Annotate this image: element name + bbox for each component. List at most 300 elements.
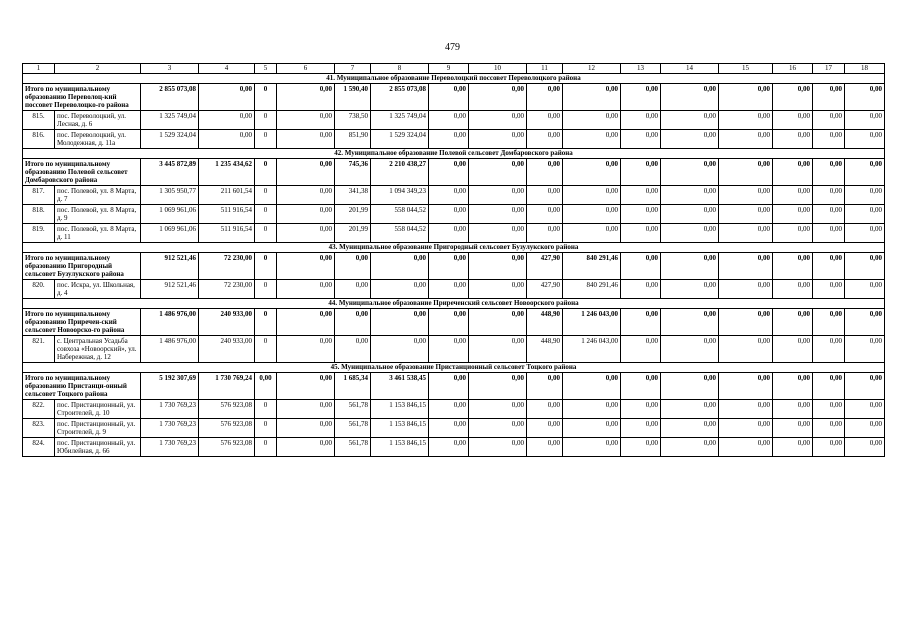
- table-row: [23, 280, 885, 299]
- section-title-row: [23, 363, 885, 373]
- row-value: 738,50: [335, 111, 371, 130]
- row-value: 576 923,08: [199, 438, 255, 457]
- row-value: 1 730 769,23: [141, 400, 199, 419]
- total-value: 0: [255, 84, 277, 111]
- row-value: 0,00: [773, 438, 813, 457]
- row-value: 851,90: [335, 130, 371, 149]
- total-value: 0,00: [719, 373, 773, 400]
- row-value: 0,00: [845, 438, 885, 457]
- row-value: 0,00: [277, 438, 335, 457]
- section-title: 45. Муниципальное образование Пристанционный сельсовет Тоцкого района: [23, 363, 885, 373]
- row-value: 0,00: [719, 205, 773, 224]
- row-value: 0,00: [621, 224, 661, 243]
- row-value: 0,00: [621, 280, 661, 299]
- total-row: [23, 159, 885, 186]
- row-value: 0: [255, 280, 277, 299]
- row-value: 0,00: [621, 400, 661, 419]
- row-number: 824.: [23, 438, 55, 457]
- row-number: 823.: [23, 419, 55, 438]
- row-value: 0,00: [719, 186, 773, 205]
- total-value: 0,00: [621, 253, 661, 280]
- row-value: 0,00: [719, 280, 773, 299]
- row-value: 0,00: [527, 130, 563, 149]
- row-value: 0,00: [429, 438, 469, 457]
- row-value: 0,00: [527, 205, 563, 224]
- section-title-row: [23, 243, 885, 253]
- total-value: 0,00: [563, 84, 621, 111]
- total-value: 0,00: [773, 84, 813, 111]
- row-value: 0,00: [845, 400, 885, 419]
- row-value: 0: [255, 400, 277, 419]
- row-value: 0,00: [621, 130, 661, 149]
- row-value: 0,00: [335, 336, 371, 363]
- section-title-row: [23, 299, 885, 309]
- row-address: пос. Полевой, ул. 8 Марта, д. 9: [55, 205, 141, 224]
- row-value: 558 044,52: [371, 205, 429, 224]
- total-value: 0,00: [813, 373, 845, 400]
- table-row: [23, 419, 885, 438]
- row-value: 912 521,46: [141, 280, 199, 299]
- total-value: 0,00: [661, 373, 719, 400]
- row-value: 0: [255, 419, 277, 438]
- total-value: 0,00: [277, 159, 335, 186]
- row-value: 0,00: [563, 400, 621, 419]
- row-value: 0,00: [621, 205, 661, 224]
- total-value: 0,00: [621, 373, 661, 400]
- row-value: 0,00: [719, 336, 773, 363]
- total-value: 1 730 769,24: [199, 373, 255, 400]
- row-address: с. Центральная Усадьба совхоза «Новоорский», ул. Набережная, д. 12: [55, 336, 141, 363]
- row-value: 0,00: [277, 224, 335, 243]
- row-value: 201,99: [335, 224, 371, 243]
- row-value: 0,00: [469, 400, 527, 419]
- row-value: 1 325 749,04: [141, 111, 199, 130]
- section-title: 41. Муниципальное образование Переволоцкий поссовет Переволоцкого района: [23, 74, 885, 84]
- row-number: 819.: [23, 224, 55, 243]
- column-header: 14: [661, 64, 719, 74]
- total-row: [23, 84, 885, 111]
- row-value: 840 291,46: [563, 280, 621, 299]
- row-value: 0,00: [335, 280, 371, 299]
- total-value: 0,00: [527, 84, 563, 111]
- total-value: 0,00: [845, 253, 885, 280]
- row-value: 0,00: [563, 438, 621, 457]
- total-value: 0,00: [429, 253, 469, 280]
- total-value: 0,00: [845, 373, 885, 400]
- row-value: 0,00: [199, 130, 255, 149]
- row-value: 0,00: [527, 419, 563, 438]
- column-header-row: [23, 64, 885, 74]
- total-value: 0,00: [813, 309, 845, 336]
- row-value: 0,00: [527, 438, 563, 457]
- row-value: 0,00: [429, 111, 469, 130]
- total-value: 912 521,46: [141, 253, 199, 280]
- row-value: 1 325 749,04: [371, 111, 429, 130]
- row-value: 0,00: [661, 280, 719, 299]
- total-value: 1 246 043,00: [563, 309, 621, 336]
- row-value: 0,00: [469, 186, 527, 205]
- column-header: 17: [813, 64, 845, 74]
- total-value: 0,00: [563, 373, 621, 400]
- column-header: 1: [23, 64, 55, 74]
- row-value: 0,00: [199, 111, 255, 130]
- row-value: 0,00: [621, 336, 661, 363]
- row-value: 0,00: [773, 186, 813, 205]
- row-value: 511 916,54: [199, 205, 255, 224]
- total-value: 0,00: [621, 159, 661, 186]
- total-value: 1 685,34: [335, 373, 371, 400]
- row-value: 0,00: [813, 280, 845, 299]
- row-value: 201,99: [335, 205, 371, 224]
- total-value: 1 486 976,00: [141, 309, 199, 336]
- table-row: [23, 186, 885, 205]
- row-value: 0,00: [661, 130, 719, 149]
- table-row: [23, 438, 885, 457]
- total-value: 0,00: [527, 159, 563, 186]
- row-value: 0,00: [661, 419, 719, 438]
- total-value: 0,00: [277, 253, 335, 280]
- row-value: 1 730 769,23: [141, 419, 199, 438]
- column-header: 12: [563, 64, 621, 74]
- row-value: 0,00: [469, 205, 527, 224]
- total-label: Итого по муниципальному образованию Переволоц-кий поссовет Переволоцко-го района: [23, 84, 141, 111]
- row-value: 0,00: [621, 419, 661, 438]
- row-value: 1 153 846,15: [371, 419, 429, 438]
- total-value: 0,00: [813, 84, 845, 111]
- row-value: 0,00: [661, 111, 719, 130]
- total-value: 0: [255, 309, 277, 336]
- row-value: 0,00: [563, 224, 621, 243]
- row-value: 0,00: [661, 400, 719, 419]
- column-header: 9: [429, 64, 469, 74]
- row-value: 0,00: [429, 224, 469, 243]
- row-value: 0,00: [813, 186, 845, 205]
- row-value: 0,00: [371, 336, 429, 363]
- row-value: 0,00: [429, 130, 469, 149]
- row-value: 1 153 846,15: [371, 438, 429, 457]
- total-value: 0,00: [719, 253, 773, 280]
- row-address: пос. Переволоцкий, ул. Лесная, д. 6: [55, 111, 141, 130]
- row-value: 0,00: [845, 336, 885, 363]
- row-value: 0,00: [277, 130, 335, 149]
- total-label: Итого по муниципальному образованию Пригородный сельсовет Бузулукского района: [23, 253, 141, 280]
- total-value: 0,00: [773, 309, 813, 336]
- column-header: 18: [845, 64, 885, 74]
- total-label: Итого по муниципальному образованию Полевой сельсовет Домбаровского района: [23, 159, 141, 186]
- row-value: 341,38: [335, 186, 371, 205]
- row-value: 1 486 976,00: [141, 336, 199, 363]
- row-value: 0,00: [621, 186, 661, 205]
- section-title: 44. Муниципальное образование Приреченский сельсовет Новоорского района: [23, 299, 885, 309]
- row-value: 0,00: [429, 419, 469, 438]
- row-value: 0,00: [621, 111, 661, 130]
- total-row: [23, 253, 885, 280]
- total-value: 0,00: [621, 84, 661, 111]
- row-value: 0,00: [661, 336, 719, 363]
- total-row: [23, 309, 885, 336]
- total-value: 840 291,46: [563, 253, 621, 280]
- row-value: 1 069 961,06: [141, 224, 199, 243]
- row-value: 561,78: [335, 400, 371, 419]
- row-value: 0,00: [371, 280, 429, 299]
- row-value: 0: [255, 336, 277, 363]
- table-row: [23, 336, 885, 363]
- section-title-row: [23, 149, 885, 159]
- total-value: 0,00: [719, 159, 773, 186]
- row-value: 561,78: [335, 438, 371, 457]
- row-value: 0,00: [563, 186, 621, 205]
- total-value: 0,00: [335, 309, 371, 336]
- row-value: 0,00: [429, 205, 469, 224]
- row-value: 0: [255, 130, 277, 149]
- row-value: 0,00: [563, 419, 621, 438]
- row-value: 0,00: [277, 280, 335, 299]
- row-value: 0,00: [277, 336, 335, 363]
- total-value: 0,00: [719, 84, 773, 111]
- total-value: 0,00: [371, 253, 429, 280]
- row-value: 0,00: [773, 336, 813, 363]
- row-value: 448,90: [527, 336, 563, 363]
- total-value: 3 461 538,45: [371, 373, 429, 400]
- total-value: 0,00: [469, 309, 527, 336]
- row-value: 0,00: [469, 419, 527, 438]
- row-address: пос. Полевой, ул. 8 Марта, д. 7: [55, 186, 141, 205]
- row-value: 240 933,00: [199, 336, 255, 363]
- row-value: 0,00: [469, 224, 527, 243]
- row-value: 0,00: [813, 130, 845, 149]
- row-value: 576 923,08: [199, 400, 255, 419]
- total-value: 0,00: [621, 309, 661, 336]
- row-value: 1 069 961,06: [141, 205, 199, 224]
- total-value: 1 235 434,62: [199, 159, 255, 186]
- row-value: 0,00: [719, 419, 773, 438]
- row-value: 0,00: [773, 280, 813, 299]
- row-number: 817.: [23, 186, 55, 205]
- row-value: 0,00: [527, 224, 563, 243]
- row-value: 0,00: [845, 224, 885, 243]
- row-value: 0: [255, 111, 277, 130]
- row-value: 1 153 846,15: [371, 400, 429, 419]
- row-address: пос. Искра, ул. Школьная, д. 4: [55, 280, 141, 299]
- column-header: 3: [141, 64, 199, 74]
- row-value: 0,00: [429, 280, 469, 299]
- row-value: 0,00: [719, 438, 773, 457]
- total-value: 0,00: [469, 253, 527, 280]
- row-value: 0,00: [661, 186, 719, 205]
- table-row: [23, 130, 885, 149]
- row-value: 0,00: [719, 130, 773, 149]
- row-value: 0,00: [813, 111, 845, 130]
- row-value: 1 305 950,77: [141, 186, 199, 205]
- data-table: [22, 63, 885, 457]
- row-value: 0,00: [845, 186, 885, 205]
- row-value: 0,00: [527, 111, 563, 130]
- row-value: 1 529 324,04: [141, 130, 199, 149]
- page-number: 479: [445, 42, 460, 53]
- total-value: 0,00: [813, 159, 845, 186]
- row-value: 0,00: [469, 438, 527, 457]
- row-value: 511 916,54: [199, 224, 255, 243]
- row-value: 0,00: [527, 400, 563, 419]
- row-value: 0,00: [563, 130, 621, 149]
- column-header: 5: [255, 64, 277, 74]
- total-value: 240 933,00: [199, 309, 255, 336]
- row-value: 0,00: [429, 336, 469, 363]
- row-value: 0,00: [845, 111, 885, 130]
- row-address: пос. Пристанционный, ул. Строителей, д. 10: [55, 400, 141, 419]
- table-row: [23, 224, 885, 243]
- total-value: 0,00: [773, 253, 813, 280]
- total-value: 5 192 307,69: [141, 373, 199, 400]
- column-header: 16: [773, 64, 813, 74]
- row-value: 0,00: [277, 186, 335, 205]
- row-address: пос. Переволоцкий, ул. Молодежная, д. 11а: [55, 130, 141, 149]
- row-value: 1 730 769,23: [141, 438, 199, 457]
- total-label: Итого по муниципальному образованию Пристанци-онный сельсовет Тоцкого района: [23, 373, 141, 400]
- total-value: 0,00: [429, 159, 469, 186]
- column-header: 15: [719, 64, 773, 74]
- column-header: 6: [277, 64, 335, 74]
- row-value: 1 246 043,00: [563, 336, 621, 363]
- total-value: 0,00: [429, 373, 469, 400]
- row-value: 558 044,52: [371, 224, 429, 243]
- total-value: 745,36: [335, 159, 371, 186]
- row-value: 0,00: [469, 280, 527, 299]
- total-value: 0,00: [429, 84, 469, 111]
- row-value: 0: [255, 438, 277, 457]
- row-value: 427,90: [527, 280, 563, 299]
- total-value: 2 855 073,08: [141, 84, 199, 111]
- total-value: 2 210 438,27: [371, 159, 429, 186]
- row-value: 0: [255, 186, 277, 205]
- row-value: 0: [255, 205, 277, 224]
- section-title: 42. Муниципальное образование Полевой сельсовет Домбаровского района: [23, 149, 885, 159]
- total-value: 0,00: [773, 373, 813, 400]
- row-value: 0,00: [845, 419, 885, 438]
- row-number: 818.: [23, 205, 55, 224]
- row-value: 0,00: [469, 111, 527, 130]
- row-value: 0: [255, 224, 277, 243]
- total-value: 0,00: [661, 253, 719, 280]
- row-number: 816.: [23, 130, 55, 149]
- row-value: 0,00: [429, 400, 469, 419]
- row-value: 0,00: [719, 400, 773, 419]
- row-number: 820.: [23, 280, 55, 299]
- row-address: пос. Пристанционный, ул. Строителей, д. 9: [55, 419, 141, 438]
- row-value: 0,00: [563, 111, 621, 130]
- total-value: 0,00: [661, 309, 719, 336]
- row-value: 0,00: [773, 130, 813, 149]
- row-value: 0,00: [621, 438, 661, 457]
- row-value: 0,00: [813, 400, 845, 419]
- row-value: 211 601,54: [199, 186, 255, 205]
- row-value: 0,00: [845, 130, 885, 149]
- total-value: 0,00: [719, 309, 773, 336]
- table-row: [23, 400, 885, 419]
- row-value: 1 094 349,23: [371, 186, 429, 205]
- total-value: 0,00: [845, 84, 885, 111]
- section-title-row: [23, 74, 885, 84]
- row-value: 0,00: [773, 205, 813, 224]
- row-value: 0,00: [563, 205, 621, 224]
- row-value: 0,00: [719, 111, 773, 130]
- row-value: 0,00: [277, 419, 335, 438]
- row-value: 0,00: [813, 336, 845, 363]
- row-value: 0,00: [661, 205, 719, 224]
- total-value: 0,00: [845, 309, 885, 336]
- row-address: пос. Пристанционный, ул. Юбилейная, д. 66: [55, 438, 141, 457]
- total-value: 427,90: [527, 253, 563, 280]
- row-value: 576 923,08: [199, 419, 255, 438]
- total-value: 0,00: [277, 84, 335, 111]
- total-value: 0: [255, 159, 277, 186]
- row-value: 0,00: [845, 280, 885, 299]
- row-value: 0,00: [719, 224, 773, 243]
- total-value: 0,00: [661, 159, 719, 186]
- row-value: 1 529 324,04: [371, 130, 429, 149]
- row-number: 815.: [23, 111, 55, 130]
- total-value: 0,00: [277, 309, 335, 336]
- total-value: 0,00: [335, 253, 371, 280]
- row-value: 0,00: [277, 111, 335, 130]
- row-value: 0,00: [661, 224, 719, 243]
- total-value: 0,00: [199, 84, 255, 111]
- row-value: 0,00: [773, 224, 813, 243]
- row-number: 822.: [23, 400, 55, 419]
- total-value: 0,00: [845, 159, 885, 186]
- column-header: 4: [199, 64, 255, 74]
- column-header: 2: [55, 64, 141, 74]
- total-value: 0,00: [255, 373, 277, 400]
- total-value: 0,00: [813, 253, 845, 280]
- column-header: 11: [527, 64, 563, 74]
- total-value: 0,00: [429, 309, 469, 336]
- column-header: 10: [469, 64, 527, 74]
- row-value: 0,00: [429, 186, 469, 205]
- row-value: 0,00: [813, 205, 845, 224]
- row-value: 0,00: [773, 400, 813, 419]
- row-value: 0,00: [773, 111, 813, 130]
- total-value: 0,00: [661, 84, 719, 111]
- total-value: 0,00: [469, 373, 527, 400]
- row-value: 0,00: [527, 186, 563, 205]
- total-value: 1 590,40: [335, 84, 371, 111]
- total-value: 0: [255, 253, 277, 280]
- table-row: [23, 111, 885, 130]
- total-value: 2 855 073,08: [371, 84, 429, 111]
- total-label: Итого по муниципальному образованию Приречен-ский сельсовет Новоорско-го района: [23, 309, 141, 336]
- row-value: 561,78: [335, 419, 371, 438]
- row-value: 0,00: [469, 336, 527, 363]
- section-title: 43. Муниципальное образование Пригородный сельсовет Бузулукского района: [23, 243, 885, 253]
- row-value: 0,00: [469, 130, 527, 149]
- total-value: 0,00: [563, 159, 621, 186]
- row-value: 0,00: [813, 224, 845, 243]
- total-value: 0,00: [277, 373, 335, 400]
- row-value: 0,00: [661, 438, 719, 457]
- row-value: 0,00: [277, 400, 335, 419]
- row-value: 0,00: [773, 419, 813, 438]
- column-header: 8: [371, 64, 429, 74]
- row-value: 0,00: [277, 205, 335, 224]
- total-value: 0,00: [773, 159, 813, 186]
- total-value: 448,90: [527, 309, 563, 336]
- column-header: 7: [335, 64, 371, 74]
- total-value: 0,00: [371, 309, 429, 336]
- total-value: 0,00: [469, 159, 527, 186]
- table-row: [23, 205, 885, 224]
- row-address: пос. Полевой, ул. 8 Марта, д. 11: [55, 224, 141, 243]
